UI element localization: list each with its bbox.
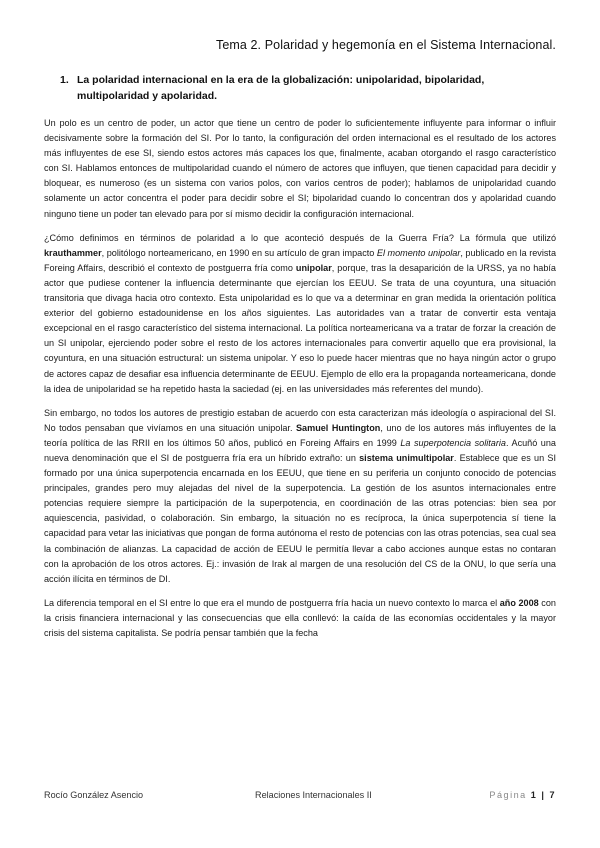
term-unimultipolar: sistema unimultipolar bbox=[359, 452, 454, 463]
paragraph-3 bbox=[44, 406, 556, 587]
article-title-momento-unipolar: El momento unipolar bbox=[376, 247, 461, 258]
paragraph-4 bbox=[44, 596, 556, 641]
p3-text-g: . Establece que es un SI formado por una única superpotencia encarnada en los EEUU, que tiene en su periferia un conjunto conocido de potencias principales, grandes pero muy alejadas del nivel de la superpotencia. La gestión de los asuntos internacionales entre potencias requiere siempre la participación de la superpotencia, en coordinación de las otras potencias: bien sea por aquiescencia, pasividad, o colaboración. Sin embargo, la situación no es recíproca, la única superpotencia sí tiene la capacidad para vetar las iniciativas que pongan de forma autónoma el resto de potencias con las otras potencias, sea cual sea la combinación de alianzas. La capacidad de acción de EEUU le permitía llevar a cabo acciones aunque estas no contaran con la aprobación de los otros actores. Ej.: invasión de Irak al margen de una resolución del CS de la ONU, lo que sería una acción ilícita en términos de DI. bbox=[44, 452, 556, 584]
p2-text-a: ¿Cómo definimos en términos de polaridad a lo que aconteció después de la Guerra Fría? La fórmula que utilizó bbox=[44, 232, 556, 243]
p2-text-c: , politólogo norteamericano, en 1990 en su artículo de gran impacto bbox=[101, 247, 377, 258]
page-footer bbox=[44, 790, 556, 806]
footer-course: Relaciones Internacionales II bbox=[255, 790, 372, 800]
author-huntington: Samuel Huntington bbox=[295, 422, 381, 433]
total-pages: 7 bbox=[549, 790, 556, 800]
section-number: 1. bbox=[60, 74, 69, 86]
footer-author: Rocío González Asencio bbox=[44, 790, 144, 800]
page-header-title: Tema 2. Polaridad y hegemonía en el Sistema Internacional. bbox=[215, 38, 556, 52]
section-heading bbox=[60, 72, 538, 104]
page-label: Página bbox=[489, 790, 527, 800]
term-unipolar: unipolar bbox=[295, 262, 332, 273]
term-year-2008: año 2008 bbox=[499, 597, 539, 608]
page-separator: | bbox=[541, 790, 546, 800]
paragraph-2 bbox=[44, 231, 556, 397]
author-krauthammer: krauthammer bbox=[44, 247, 102, 258]
page-number: 1 bbox=[530, 790, 538, 800]
article-title-superpotencia: La superpotencia solitaria bbox=[400, 437, 506, 448]
p3-text-c: , uno de los autores más influyentes de la teoría política de las RRII en los últimos 50 años, publicó en Foreing Affairs en 1999 bbox=[44, 422, 556, 448]
footer-page-info bbox=[489, 790, 556, 800]
p2-text-e: , publicado en la revista Foreing Affairs, describió el contexto de postguerra fría como bbox=[44, 247, 556, 273]
section-title: La polaridad internacional en la era de la globalización: unipolaridad, bipolaridad, multipolaridad y apolaridad. bbox=[77, 74, 485, 102]
p3-text-e: . Acuñó una nueva denominación que el SI de postguerra fría era un híbrido extraño: un bbox=[44, 437, 556, 463]
p4-text-a: La diferencia temporal en el SI entre lo que era el mundo de postguerra fría hacia un nuevo contexto lo marca el bbox=[44, 597, 500, 608]
paragraph-1: Un polo es un centro de poder, un actor que tiene un centro de poder lo suficientemente influyente para informar o influir decisivamente sobre la formación del SI. Por lo tanto, la configuración del orden internacional es el resultado de los actores más influyentes de ese SI, siendo estos actores más capaces los que, finalmente, acaban otorgando el rasgo característico con SI. Hablamos entonces de multipolaridad cuando el número de actores que influyen, que tienen capacidad para decidir y bloquear, es numeroso (es un sistema con varios polos, con varios centros de poder); hablamos de unipolaridad cuando solamente un actor concentra el poder para decidir sobre el SI; bipolaridad cuando lo concentran dos y apolaridad cuando ninguno tiene un poder tan elevado para por sí mismo decidir la configuración internacional. bbox=[44, 118, 556, 219]
document-body bbox=[44, 116, 556, 650]
p3-text-a: Sin embargo, no todos los autores de prestigio estaban de acuerdo con esta caracterizan más ideología o aspiracional del SI. No todos pensaban que vivíamos en una situación unipolar. bbox=[44, 407, 556, 433]
p2-text-g: , porque, tras la desaparición de la URSS, ya no había actor que pudiese contener la influencia determinante que ejercían los EEUU. Se trata de una coyuntura, una situación transitoria que divaga hacia otro contexto. Esta unipolaridad es lo que va a determinar en gran medida la orientación política exterior del gobierno estadounidense en los años siguientes. Las autoridades van a tratar de convertir esta ventaja excepcional en el rasgo característico del sistema internacional. La política norteamericana va a tratar de forzar la creación de un SI unipolar, ejerciendo poder sobre el resto de los actores internacionales para convertir aquello que era provisional, la coyuntura, en una situación estructural: un sistema unipolar. Y eso lo puede hacer mientras que no haya ningún actor o grupo de actores capaz de desafiar esa influencia determinante de EEUU. Ejemplo de ello era la propaganda norteamericana, donde la idea de unipolaridad se ha repetido hasta la saciedad (ej. en las universidades más referentes del mundo). bbox=[44, 262, 556, 394]
p4-text-c: con la crisis financiera internacional y las consecuencias que ella conllevó: la caída de las economías occidentales y la mayor crisis del sistema capitalista. Se podría pensar también que la fecha bbox=[44, 597, 556, 638]
